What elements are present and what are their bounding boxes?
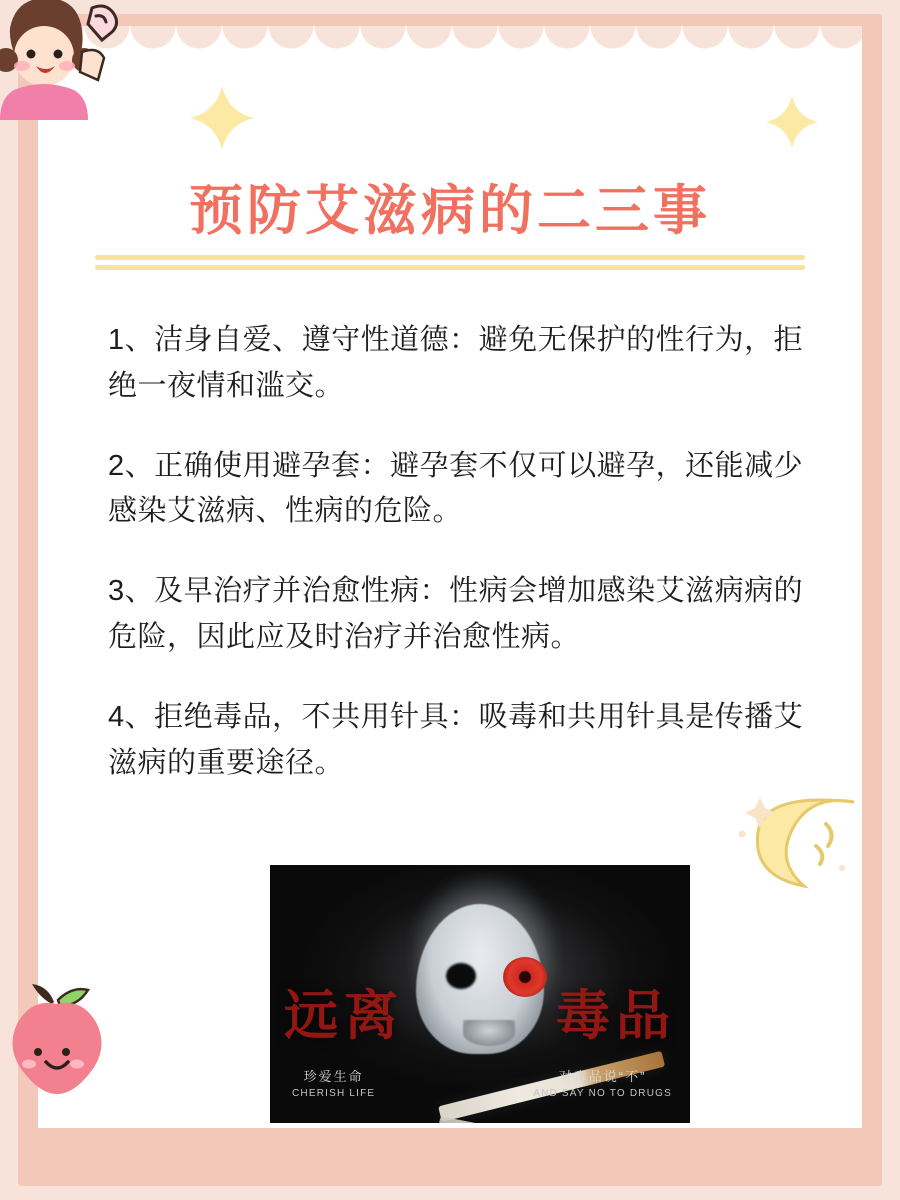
photo-headline-right: 毒品 bbox=[556, 985, 676, 1046]
apple-icon bbox=[2, 980, 112, 1100]
photo-caption-right bbox=[533, 1067, 672, 1102]
photo-headline-left: 远离 bbox=[284, 985, 404, 1046]
divider-line-top bbox=[95, 255, 805, 260]
photo-caption-left-en: CHERISH LIFE bbox=[292, 1088, 376, 1099]
anti-drug-photo bbox=[270, 865, 690, 1123]
paragraph-1: 1、洁身自爱、遵守性道德：避免无保护的性行为，拒绝一夜情和滥交。 bbox=[108, 324, 804, 402]
poppy-flower-icon bbox=[503, 957, 547, 997]
poster-bottom-band bbox=[38, 1128, 862, 1144]
paragraph-3: 3、及早治疗并治愈性病：性病会增加感染艾滋病病的危险，因此应及时治疗并治愈性病。 bbox=[108, 575, 804, 654]
divider-line-bottom bbox=[95, 265, 805, 270]
page-title: 预防艾滋病的二三事 bbox=[189, 181, 711, 241]
photo-caption-right-cn: 对毒品说“不” bbox=[558, 1068, 647, 1084]
cigarette-icon-second bbox=[438, 1116, 617, 1123]
girl-thumbs-up-icon bbox=[0, 0, 156, 154]
body-text bbox=[108, 318, 808, 821]
photo-caption-left bbox=[292, 1067, 375, 1102]
crescent-moon-icon bbox=[730, 790, 860, 900]
photo-caption-right-en: AND SAY NO TO DRUGS bbox=[533, 1088, 672, 1099]
skull-jaw bbox=[463, 1020, 515, 1046]
paragraph-2: 2、正确使用避孕套：避孕套不仅可以避孕，还能减少感染艾滋病、性病的危险。 bbox=[108, 449, 804, 528]
paragraph-4: 4、拒绝毒品，不共用针具：吸毒和共用针具是传播艾滋病的重要途径。 bbox=[108, 700, 804, 779]
photo-caption-left-cn: 珍爱生命 bbox=[303, 1068, 364, 1084]
title-divider bbox=[95, 255, 805, 271]
